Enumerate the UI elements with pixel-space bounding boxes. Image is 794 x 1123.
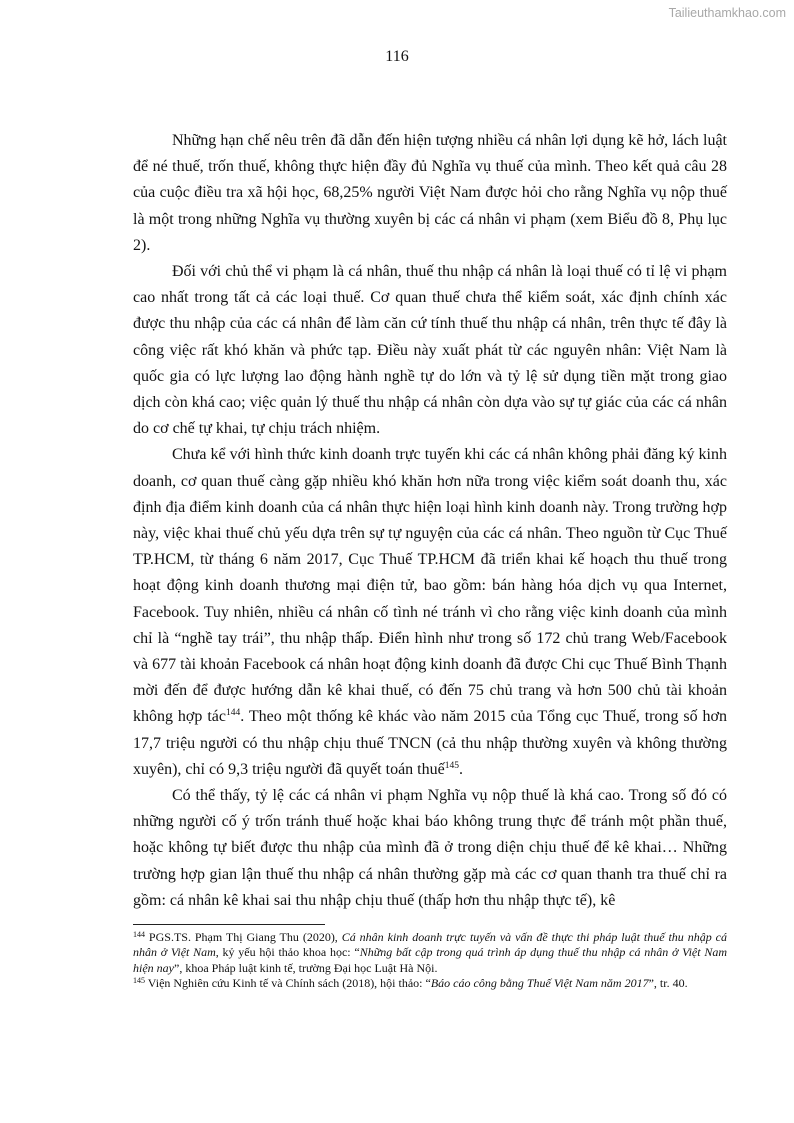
footnote-number: 144 — [133, 930, 145, 939]
body-text — [133, 128, 727, 914]
footnote-ref-144[interactable]: 144 — [225, 708, 241, 719]
paragraph-3 — [133, 442, 727, 783]
footnote-title: Cá nhân kinh doanh trực tuyến và vấn đề thực thi pháp luật thuế thu nhập cá nhân ở Việt Nam — [133, 930, 727, 960]
paragraph-2: Đối với chủ thể vi phạm là cá nhân, thuế thu nhập cá nhân là loại thuế có tỉ lệ vi phạm cao nhất trong tất cả các loại thuế. Cơ quan thuế chưa thể kiểm soát, xác định chính xác được thu nhập của các cá nhân để làm căn cứ tính thuế thu nhập cá nhân, trên thực tế đây là công việc rất khó khăn và phức tạp. Điều này xuất phát từ các nguyên nhân: Việt Nam là quốc gia có lực lượng lao động hành nghề tự do lớn và tỷ lệ sử dụng tiền mặt trong giao dịch còn khá cao; việc quản lý thuế thu nhập cá nhân còn dựa vào sự tự giác của các cá nhân do cơ chế tự khai, tự chịu trách nhiệm. — [133, 263, 727, 438]
watermark: Tailieuthamkhao.com — [668, 6, 786, 20]
footnote-title: Báo cáo công bằng Thuế Việt Nam năm 2017 — [430, 976, 649, 991]
footnote-text: ”, tr. 40. — [648, 976, 688, 991]
paragraph-1: Những hạn chế nêu trên đã dẫn đến hiện tượng nhiều cá nhân lợi dụng kẽ hở, lách luật để né thuế, trốn thuế, không thực hiện đầy đủ Nghĩa vụ thuế của mình. Theo kết quả câu 28 của cuộc điều tra xã hội học, 68,25% người Việt Nam được hỏi cho rằng Nghĩa vụ nộp thuế là một trong những Nghĩa vụ thường xuyên bị các cá nhân vi phạm (xem Biểu đồ 8, Phụ lục 2). — [133, 132, 727, 254]
footnote-text: , kỷ yếu hội thảo khoa học: “ — [215, 945, 360, 960]
paragraph-3-text-b: . Theo một thống kê khác vào năm 2015 của Tổng cục Thuế, trong số hơn 17,7 triệu người có thu nhập chịu thuế TNCN (cả thu nhập thường xuyên và không thường xuyên), chỉ có 9,3 triệu người đã quyết toán thuế — [133, 708, 728, 778]
footnote-divider — [133, 924, 325, 925]
footnote-author: PGS.TS. Phạm Thị Giang Thu (2020), — [145, 930, 342, 944]
footnotes — [133, 930, 727, 992]
footnote-145 — [133, 976, 727, 991]
footnote-author: Viện Nghiên cứu Kinh tế và Chính sách (2018), hội thảo: “ — [145, 976, 431, 991]
footnote-144 — [133, 930, 727, 976]
page-number: 116 — [385, 48, 409, 65]
footnote-number: 145 — [133, 976, 145, 986]
footnote-conference-title: Những bất cập trong quá trình áp dụng thuế thu nhập cá nhân ở Việt Nam hiện nay — [133, 945, 727, 975]
footnote-text: ”, khoa Pháp luật kinh tế, trường Đại học Luật Hà Nội. — [174, 960, 438, 975]
footnote-ref-145[interactable]: 145 — [444, 760, 459, 771]
paragraph-4: Có thể thấy, tỷ lệ các cá nhân vi phạm Nghĩa vụ nộp thuế là khá cao. Trong số đó có những người cố ý trốn tránh thuế hoặc khai báo không trung thực để tránh một phần thuế, hoặc không tự biết được thu nhập của mình đã ở trong diện chịu thuế để kê khai… Những trường hợp gian lận thuế thu nhập cá nhân thường gặp mà các cơ quan thanh tra thuế chỉ ra gồm: cá nhân kê khai sai thu nhập chịu thuế (thấp hơn thu nhập thực tế), kê — [133, 787, 727, 909]
paragraph-3-text-c: . — [458, 760, 463, 778]
paragraph-3-text-a: Chưa kể với hình thức kinh doanh trực tuyến khi các cá nhân không phải đăng ký kinh doanh, cơ quan thuế càng gặp nhiều khó khăn hơn nữa trong việc kiểm soát doanh thu, xác định địa điểm kinh doanh của cá nhân thực hiện loại hình kinh doanh này. Trong trường hợp này, việc khai thuế chủ yếu dựa trên sự tự nguyện của các cá nhân. Theo nguồn từ Cục Thuế TP.HCM, từ tháng 6 năm 2017, Cục Thuế TP.HCM đã triển khai kế hoạch thu thuế trong hoạt động kinh doanh thương mại điện tử, bao gồm: bán hàng hóa dịch vụ qua Internet, Facebook. Tuy nhiên, nhiều cá nhân cố tình né tránh vì cho rằng việc kinh doanh của mình chỉ là “nghề tay trái”, thu nhập thấp. Điển hình như trong số 172 chủ trang Web/Facebook và 677 tài khoản Facebook cá nhân hoạt động kinh doanh đã được Chi cục Thuế Bình Thạnh mời đến để được hướng dẫn kê khai thuế, có đến 75 chủ trang và hơn 500 chủ tài khoản không hợp tác — [133, 446, 727, 726]
